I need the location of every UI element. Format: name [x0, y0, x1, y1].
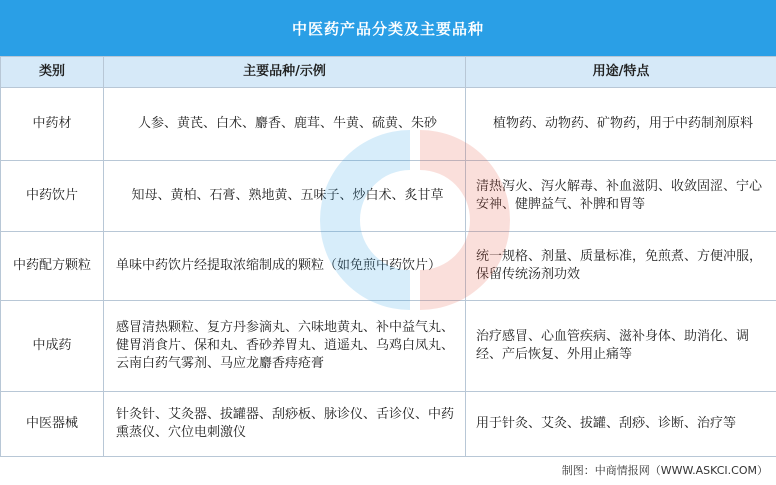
header-items: 主要品种/示例 [104, 57, 466, 88]
product-classification-table [0, 56, 776, 457]
page-title [0, 0, 776, 56]
table-row [1, 392, 776, 457]
row-items: 针灸针、艾灸器、拔罐器、刮痧板、脉诊仪、舌诊仪、中药熏蒸仪、穴位电刺激仪 [104, 392, 466, 457]
row-use: 统一规格、剂量、质量标准，免煎煮、方便冲服，保留传统汤剂功效 [466, 232, 776, 301]
row-use: 治疗感冒、心血管疾病、滋补身体、助消化、调经、产后恢复、外用止痛等 [466, 301, 776, 392]
row-category: 中药材 [1, 88, 104, 161]
row-category: 中医器械 [1, 392, 104, 457]
row-category: 中成药 [1, 301, 104, 392]
page-title-text: 中医药产品分类及主要品种 [291, 19, 484, 38]
table-row [1, 161, 776, 232]
row-use: 清热泻火、泻火解毒、补血滋阴、收敛固涩、宁心安神、健脾益气、补脾和胃等 [466, 161, 776, 232]
table-row [1, 88, 776, 161]
source-footer: 制图：中商情报网（WWW.ASKCI.COM） [561, 464, 768, 477]
header-use: 用途/特点 [466, 57, 776, 88]
table-row [1, 301, 776, 392]
row-items: 人参、黄芪、白术、麝香、鹿茸、牛黄、硫黄、朱砂 [104, 88, 466, 161]
row-items: 单味中药饮片经提取浓缩制成的颗粒（如免煎中药饮片） [104, 232, 466, 301]
table-row [1, 232, 776, 301]
header-category: 类别 [1, 57, 104, 88]
row-category: 中药配方颗粒 [1, 232, 104, 301]
table-header-row [1, 57, 776, 88]
row-items: 感冒清热颗粒、复方丹参滴丸、六味地黄丸、补中益气丸、健胃消食片、保和丸、香砂养胃丸、逍遥丸、乌鸡白凤丸、云南白药气雾剂、马应龙麝香痔疮膏 [104, 301, 466, 392]
row-category: 中药饮片 [1, 161, 104, 232]
row-use: 用于针灸、艾灸、拔罐、刮痧、诊断、治疗等 [466, 392, 776, 457]
row-items: 知母、黄柏、石膏、熟地黄、五味子、炒白术、炙甘草 [104, 161, 466, 232]
row-use: 植物药、动物药、矿物药，用于中药制剂原料 [466, 88, 776, 161]
